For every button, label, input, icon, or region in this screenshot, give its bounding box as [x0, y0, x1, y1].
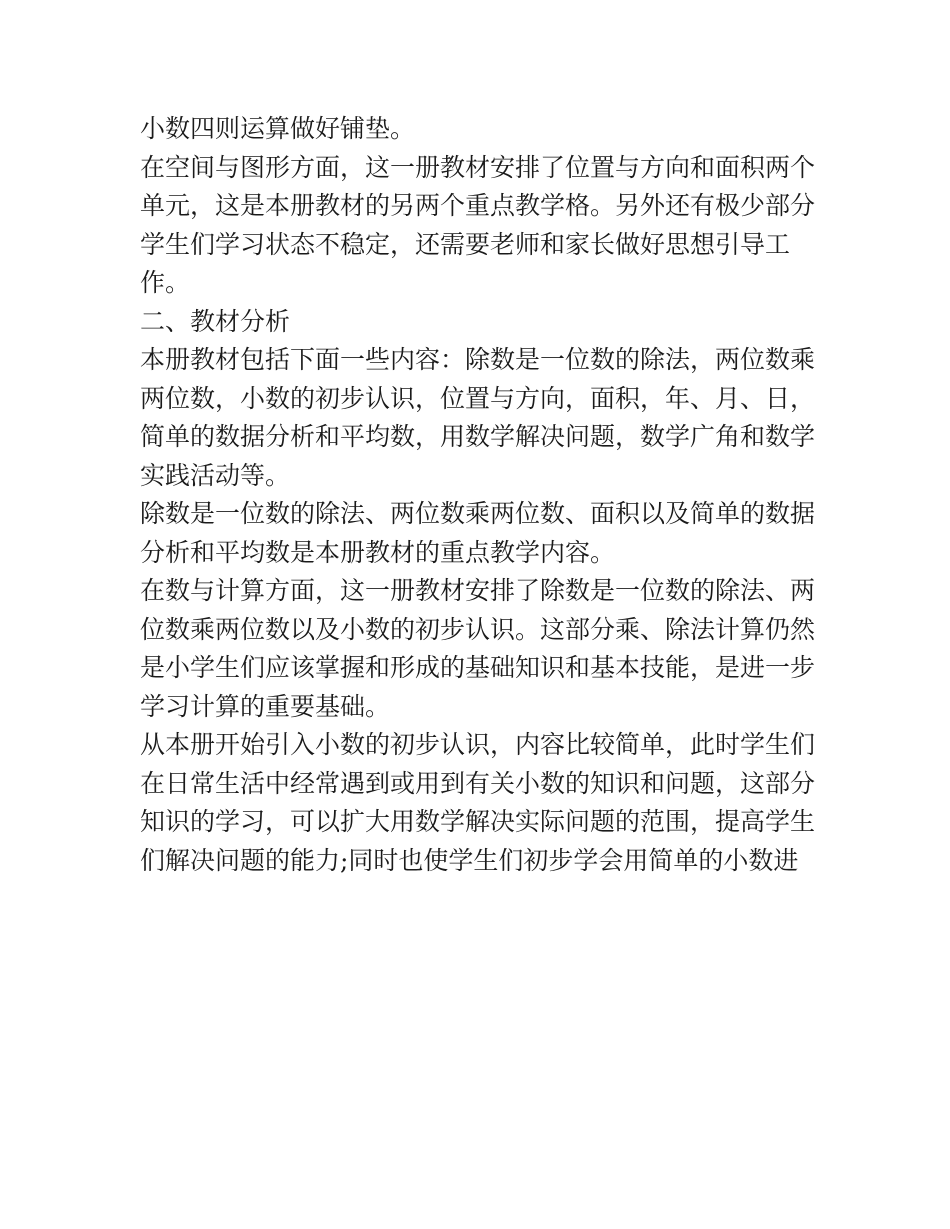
document-body [140, 110, 820, 880]
text-line: 两位数，小数的初步认识，位置与方向，面积，年、月、日， [140, 383, 816, 413]
text-line: 是小学生们应该掌握和形成的基础知识和基本技能，是进一步 [140, 653, 816, 682]
text-line: 在空间与图形方面，这一册教材安排了位置与方向和面积两个 [140, 152, 816, 182]
text-line: 知识的学习，可以扩大用数学解决实际问题的范围，提高学生 [140, 807, 816, 836]
text-line: 们解决问题的能力;同时也使学生们初步学会用简单的小数进 [140, 845, 799, 875]
section-heading: 二、教材分析 [140, 306, 291, 336]
text-line: 分析和平均数是本册教材的重点教学内容。 [140, 537, 616, 567]
text-line: 从本册开始引入小数的初步认识，内容比较简单，此时学生们 [140, 730, 816, 759]
text-line: 本册教材包括下面一些内容：除数是一位数的除法，两位数乘 [140, 345, 816, 374]
text-line: 简单的数据分析和平均数，用数学解决问题，数学广角和数学 [140, 422, 816, 451]
text-line: 在日常生活中经常遇到或用到有关小数的知识和问题，这部分 [140, 768, 816, 798]
text-line: 在数与计算方面，这一册教材安排了除数是一位数的除法、两 [140, 576, 816, 605]
text-line: 除数是一位数的除法、两位数乘两位数、面积以及简单的数据 [140, 499, 816, 528]
text-line: 小数四则运算做好铺垫。 [140, 114, 416, 143]
text-line: 学生们学习状态不稳定，还需要老师和家长做好思想引导工 [140, 229, 791, 259]
text-line: 学习计算的重要基础。 [140, 691, 391, 721]
text-line: 位数乘两位数以及小数的初步认识。这部分乘、除法计算仍然 [140, 614, 816, 644]
text-line: 单元，这是本册教材的另两个重点教学格。另外还有极少部分 [140, 191, 816, 220]
text-line: 实践活动等。 [140, 460, 291, 490]
text-line: 作。 [140, 268, 191, 297]
